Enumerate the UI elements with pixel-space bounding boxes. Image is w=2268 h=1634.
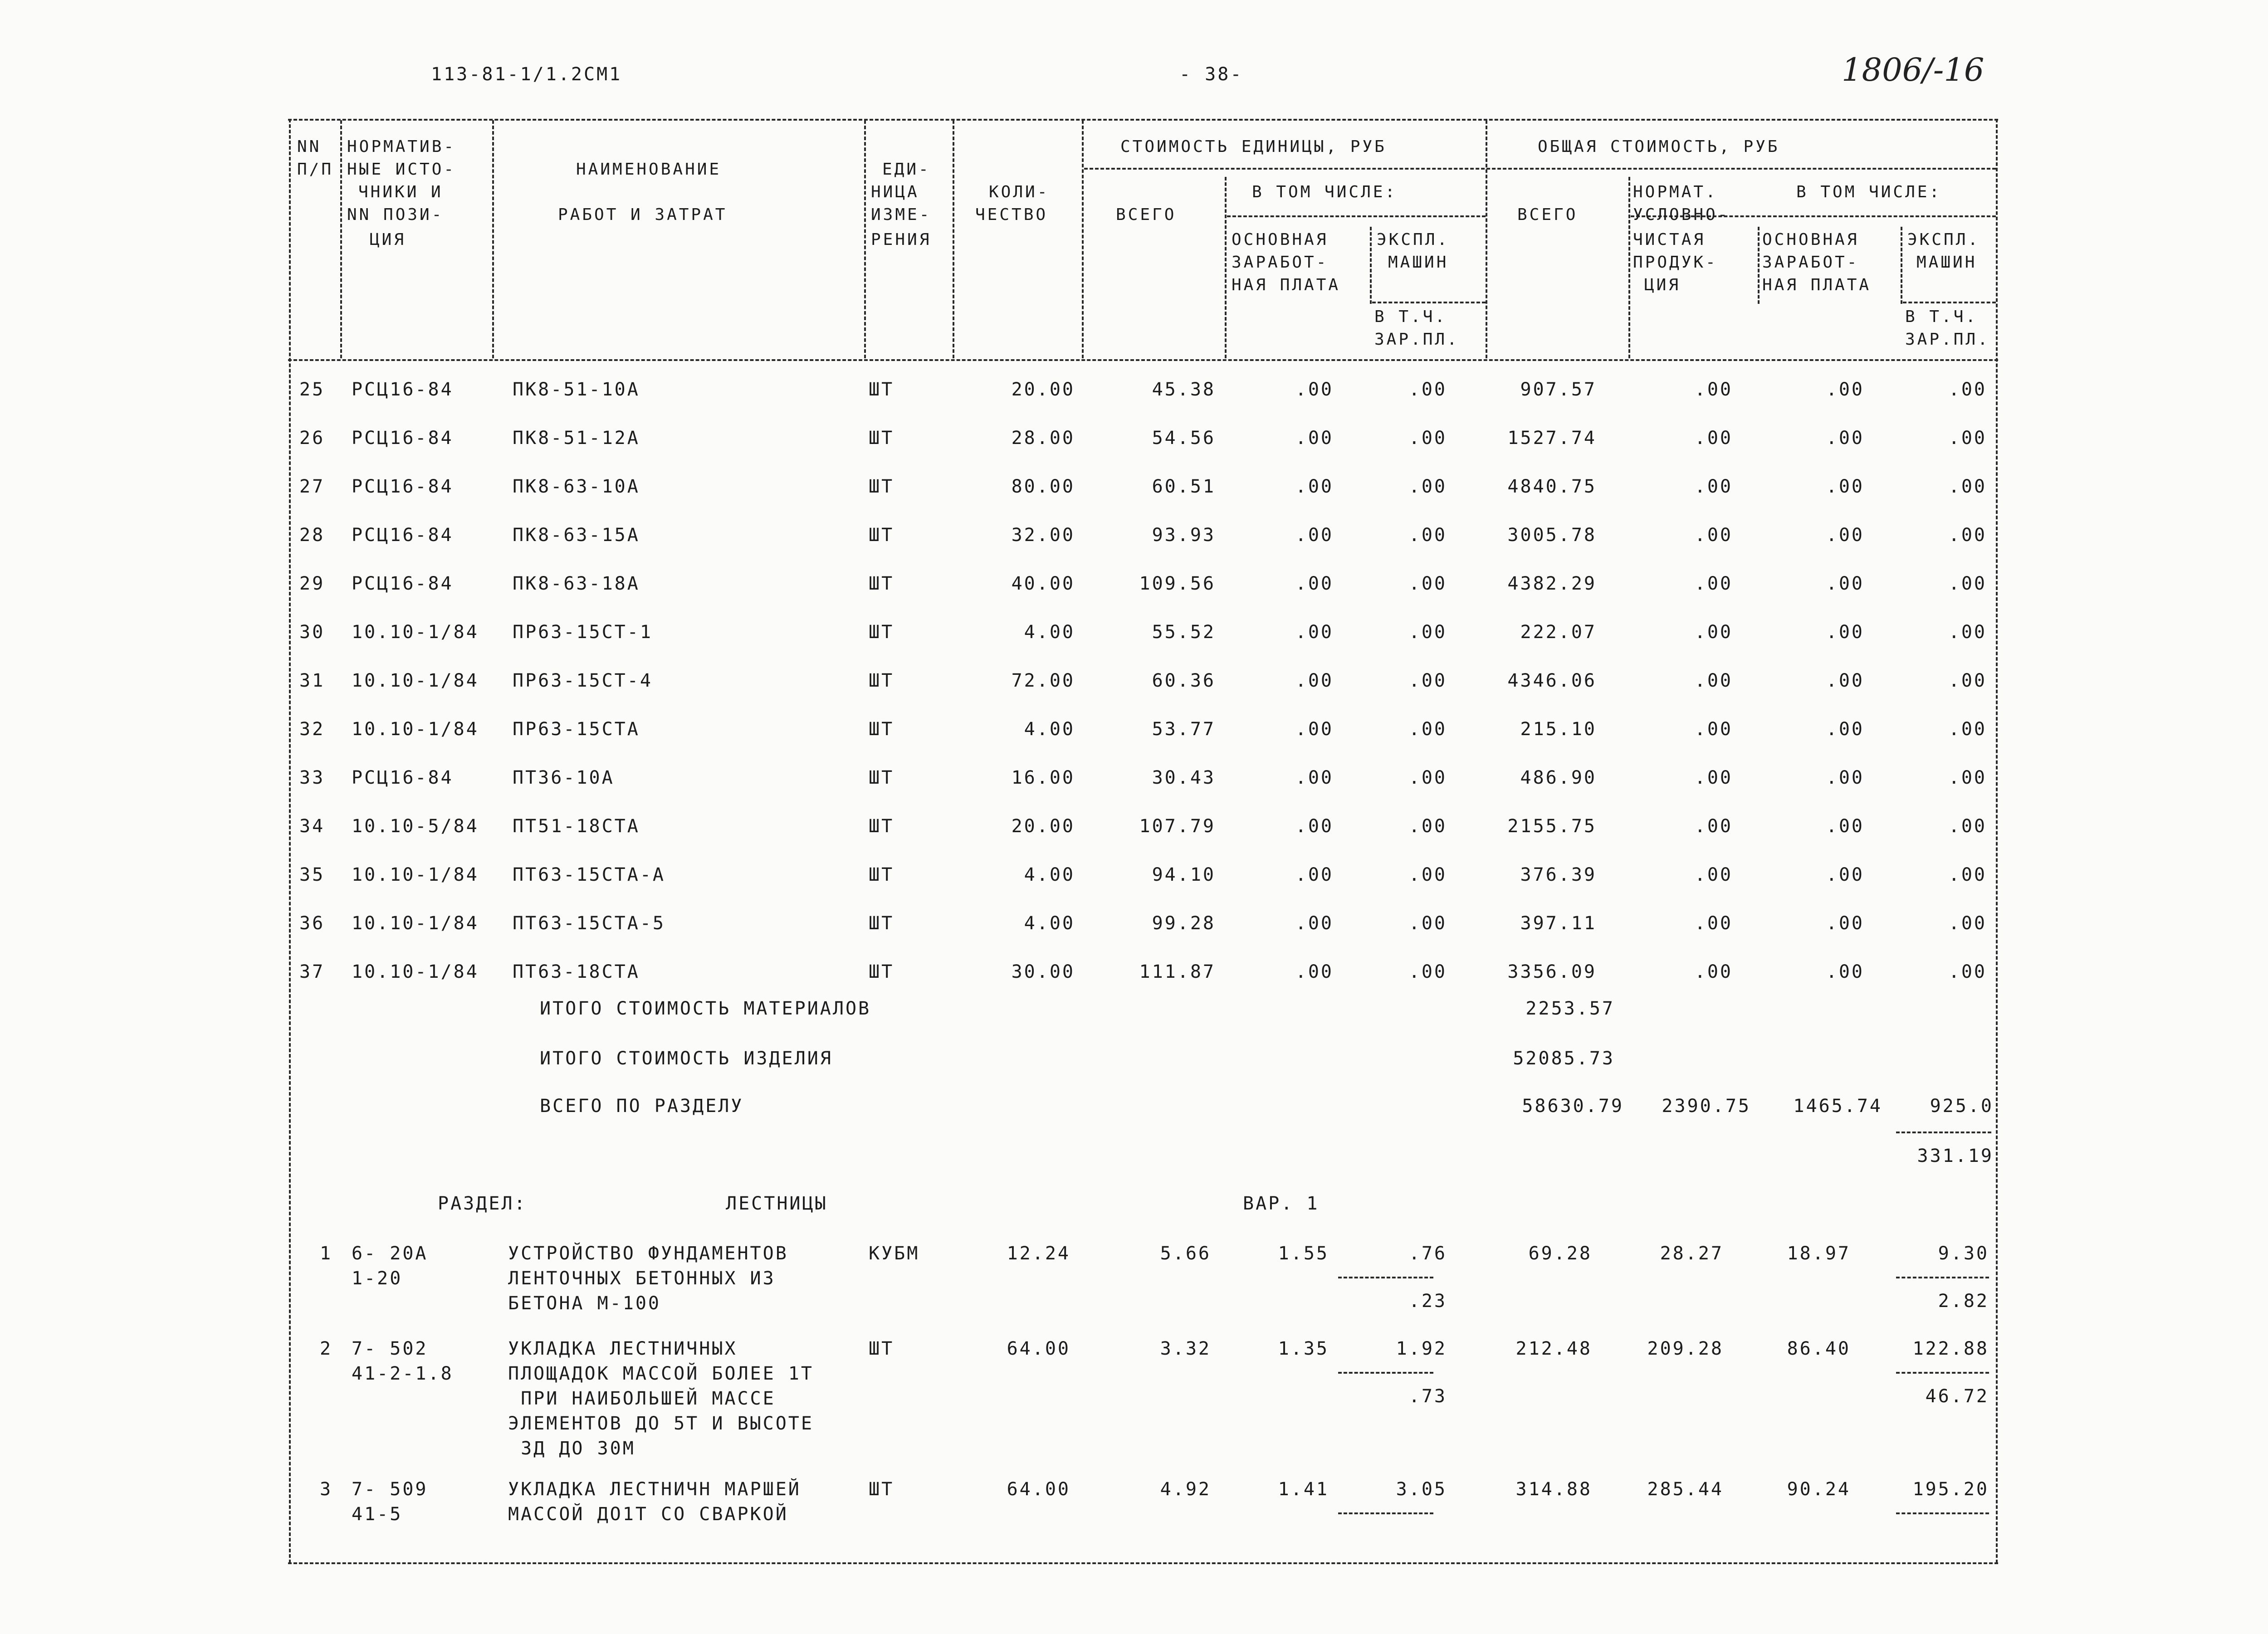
row-unit-osn: .00 bbox=[1295, 573, 1334, 594]
header-unit-3: ИЗМЕ- bbox=[871, 205, 932, 224]
work-unit: ШТ bbox=[869, 1338, 894, 1359]
row-unit: ШТ bbox=[869, 816, 894, 837]
header-total-normat-4: ПРОДУК- bbox=[1633, 253, 1718, 272]
row-total-eks: .00 bbox=[1948, 961, 1987, 982]
row-unit-osn: .00 bbox=[1295, 961, 1334, 982]
work-unit-eks-zarpl: .73 bbox=[1408, 1386, 1447, 1407]
header-total-normat-1: НОРМАТ. bbox=[1633, 183, 1718, 201]
row-total-eks: .00 bbox=[1948, 913, 1987, 934]
row-name: ПР63-15СТА bbox=[513, 719, 640, 740]
row-total-eks: .00 bbox=[1948, 670, 1987, 691]
header-total-osn-1: ОСНОВНАЯ bbox=[1762, 230, 1859, 249]
work-unit-cost: 3.32 bbox=[1160, 1338, 1211, 1359]
work-unit-osn: 1.41 bbox=[1278, 1479, 1329, 1500]
row-unit-cost: 94.10 bbox=[1152, 864, 1216, 885]
row-qty: 80.00 bbox=[1011, 476, 1075, 497]
row-unit-osn: .00 bbox=[1295, 622, 1334, 643]
header-unit-eks-1: ЭКСПЛ. bbox=[1377, 230, 1450, 249]
work-name-line: МАССОЙ ДО1Т СО СВАРКОЙ bbox=[508, 1504, 788, 1525]
work-total-osn: 90.24 bbox=[1787, 1479, 1851, 1500]
header-nn: NN bbox=[297, 137, 322, 156]
row-unit-eks: .00 bbox=[1408, 719, 1447, 740]
row-unit: ШТ bbox=[869, 864, 894, 885]
work-unit-eks-underline bbox=[1338, 1277, 1433, 1278]
header-total-eks-1: ЭКСПЛ. bbox=[1907, 230, 1980, 249]
row-unit-cost: 107.79 bbox=[1139, 816, 1216, 837]
header-col-sep bbox=[1628, 177, 1630, 358]
row-unit-cost: 109.56 bbox=[1139, 573, 1216, 594]
row-total-normat: .00 bbox=[1694, 961, 1733, 982]
header-total-vtch-1: В Т.Ч. bbox=[1905, 307, 1978, 326]
row-number: 29 bbox=[299, 573, 325, 594]
header-col-sep bbox=[1758, 227, 1760, 304]
row-source: РСЦ16-84 bbox=[352, 476, 454, 497]
row-total: 2155.75 bbox=[1507, 816, 1597, 837]
row-unit-cost: 111.87 bbox=[1139, 961, 1216, 982]
row-number: 25 bbox=[299, 379, 325, 400]
row-number: 28 bbox=[299, 525, 325, 546]
row-total-normat: .00 bbox=[1694, 864, 1733, 885]
row-unit: ШТ bbox=[869, 428, 894, 449]
row-source: 10.10-1/84 bbox=[352, 864, 479, 885]
row-source: РСЦ16-84 bbox=[352, 573, 454, 594]
row-total-osn: .00 bbox=[1826, 961, 1864, 982]
row-unit-eks: .00 bbox=[1408, 913, 1447, 934]
row-total-osn: .00 bbox=[1826, 428, 1864, 449]
section-name: ЛЕСТНИЦЫ bbox=[726, 1193, 828, 1214]
row-total: 397.11 bbox=[1520, 913, 1597, 934]
row-total-eks: .00 bbox=[1948, 864, 1987, 885]
row-name: ПТ63-15СТА-А bbox=[513, 864, 665, 885]
header-col-sep bbox=[1082, 120, 1084, 358]
row-unit: ШТ bbox=[869, 379, 894, 400]
work-unit-eks-underline bbox=[1338, 1372, 1433, 1374]
header-total-cost-title: ОБЩАЯ СТОИМОСТЬ, РУБ bbox=[1538, 137, 1780, 156]
row-unit-cost: 54.56 bbox=[1152, 428, 1216, 449]
header-total-osn-2: ЗАРАБОТ- bbox=[1762, 253, 1859, 272]
row-name: ПР63-15СТ-1 bbox=[513, 622, 653, 643]
row-total: 3356.09 bbox=[1507, 961, 1597, 982]
row-unit-osn: .00 bbox=[1295, 525, 1334, 546]
work-number: 2 bbox=[320, 1338, 333, 1359]
row-total-normat: .00 bbox=[1694, 767, 1733, 788]
row-total: 1527.74 bbox=[1507, 428, 1597, 449]
row-number: 26 bbox=[299, 428, 325, 449]
row-unit: ШТ bbox=[869, 476, 894, 497]
work-total: 314.88 bbox=[1515, 1479, 1592, 1500]
row-total-eks: .00 bbox=[1948, 428, 1987, 449]
row-name: ПК8-63-18А bbox=[513, 573, 640, 594]
row-total-normat: .00 bbox=[1694, 816, 1733, 837]
header-sub-line bbox=[1903, 302, 1996, 303]
row-unit: ШТ bbox=[869, 767, 894, 788]
document-code: 113-81-1/1.2СМ1 bbox=[431, 64, 622, 85]
work-name-line: УСТРОЙСТВО ФУНДАМЕНТОВ bbox=[508, 1243, 788, 1264]
work-total-eks-zarpl: 46.72 bbox=[1925, 1386, 1989, 1407]
header-unit-osn-2: ЗАРАБОТ- bbox=[1232, 253, 1329, 272]
work-name-line: УКЛАДКА ЛЕСТНИЧН МАРШЕЙ bbox=[508, 1479, 801, 1500]
row-total: 486.90 bbox=[1520, 767, 1597, 788]
work-number: 3 bbox=[320, 1479, 333, 1500]
work-name-line: ПЛОЩАДОК МАССОЙ БОЛЕЕ 1Т bbox=[508, 1363, 814, 1384]
header-unit-vtch-1: В Т.Ч. bbox=[1374, 307, 1447, 326]
row-total-osn: .00 bbox=[1826, 525, 1864, 546]
row-unit-eks: .00 bbox=[1408, 961, 1447, 982]
row-total-normat: .00 bbox=[1694, 525, 1733, 546]
row-name: ПК8-63-15А bbox=[513, 525, 640, 546]
work-unit-eks: 1.92 bbox=[1396, 1338, 1447, 1359]
work-name-line: ПРИ НАИБОЛЬШЕЙ МАССЕ bbox=[508, 1388, 776, 1409]
row-number: 36 bbox=[299, 913, 325, 934]
work-total-eks: 195.20 bbox=[1912, 1479, 1989, 1500]
row-source: 10.10-1/84 bbox=[352, 670, 479, 691]
row-unit: ШТ bbox=[869, 913, 894, 934]
row-name: ПР63-15СТ-4 bbox=[513, 670, 653, 691]
work-source-1: 7- 509 bbox=[352, 1479, 428, 1500]
header-normative-2: НЫЕ ИСТО- bbox=[347, 160, 456, 179]
row-unit-eks: .00 bbox=[1408, 864, 1447, 885]
row-total-osn: .00 bbox=[1826, 670, 1864, 691]
header-unit-osn-3: НАЯ ПЛАТА bbox=[1232, 276, 1341, 294]
row-unit-cost: 55.52 bbox=[1152, 622, 1216, 643]
header-col-sep bbox=[1225, 177, 1227, 358]
table-left-border bbox=[289, 119, 291, 1563]
header-name-2: РАБОТ И ЗАТРАТ bbox=[558, 205, 728, 224]
row-qty: 30.00 bbox=[1011, 961, 1075, 982]
header-unit-2: НИЦА bbox=[871, 183, 919, 201]
row-total-osn: .00 bbox=[1826, 379, 1864, 400]
work-unit-eks-zarpl: .23 bbox=[1408, 1291, 1447, 1312]
row-total-osn: .00 bbox=[1826, 816, 1864, 837]
row-unit: ШТ bbox=[869, 961, 894, 982]
header-total-normat-3: ЧИСТАЯ bbox=[1633, 230, 1706, 249]
section-total-normat: 2390.75 bbox=[1662, 1096, 1751, 1117]
row-total: 4840.75 bbox=[1507, 476, 1597, 497]
row-name: ПК8-51-12А bbox=[513, 428, 640, 449]
header-col-sep bbox=[340, 120, 342, 358]
header-total-vtch-2: ЗАР.ПЛ. bbox=[1905, 330, 1990, 349]
work-unit: ШТ bbox=[869, 1479, 894, 1500]
row-unit: ШТ bbox=[869, 622, 894, 643]
row-unit-cost: 45.38 bbox=[1152, 379, 1216, 400]
row-unit-eks: .00 bbox=[1408, 622, 1447, 643]
work-total: 212.48 bbox=[1515, 1338, 1592, 1359]
section-total-osn: 1465.74 bbox=[1793, 1096, 1882, 1117]
work-total-eks: 122.88 bbox=[1912, 1338, 1989, 1359]
row-unit-cost: 60.36 bbox=[1152, 670, 1216, 691]
header-unit-vtch-2: ЗАР.ПЛ. bbox=[1374, 330, 1459, 349]
work-total-eks-underline bbox=[1896, 1372, 1989, 1374]
section-label: РАЗДЕЛ: bbox=[438, 1193, 527, 1214]
row-total: 4382.29 bbox=[1507, 573, 1597, 594]
work-source-2: 1-20 bbox=[352, 1268, 403, 1289]
work-source-2: 41-2-1.8 bbox=[352, 1363, 454, 1384]
table-right-border bbox=[1996, 119, 1998, 1563]
section-total-value: 58630.79 bbox=[1522, 1096, 1624, 1117]
row-unit-eks: .00 bbox=[1408, 573, 1447, 594]
row-name: ПК8-51-10А bbox=[513, 379, 640, 400]
row-name: ПТ36-10А bbox=[513, 767, 615, 788]
row-total-osn: .00 bbox=[1826, 719, 1864, 740]
header-total-normat-2: УСЛОВНО- bbox=[1633, 205, 1730, 224]
section-total-eks: 925.0 bbox=[1930, 1096, 1994, 1117]
row-qty: 32.00 bbox=[1011, 525, 1075, 546]
row-total-osn: .00 bbox=[1826, 476, 1864, 497]
work-total: 69.28 bbox=[1528, 1243, 1592, 1264]
row-source: РСЦ16-84 bbox=[352, 767, 454, 788]
header-total-normat-5: ЦИЯ bbox=[1644, 276, 1681, 294]
work-total-eks-underline bbox=[1896, 1512, 1989, 1514]
row-unit-cost: 53.77 bbox=[1152, 719, 1216, 740]
row-unit: ШТ bbox=[869, 670, 894, 691]
materials-total-value: 2253.57 bbox=[1525, 998, 1615, 1019]
work-total-eks-underline bbox=[1896, 1277, 1989, 1278]
row-total-normat: .00 bbox=[1694, 428, 1733, 449]
row-total-osn: .00 bbox=[1826, 573, 1864, 594]
header-col-sep bbox=[492, 120, 494, 358]
section-total-zarpl: 331.19 bbox=[1917, 1146, 1994, 1166]
row-number: 30 bbox=[299, 622, 325, 643]
header-name-1: НАИМЕНОВАНИЕ bbox=[576, 160, 722, 179]
header-normative-5: ЦИЯ bbox=[370, 230, 406, 249]
row-total-eks: .00 bbox=[1948, 379, 1987, 400]
row-name: ПТ63-15СТА-5 bbox=[513, 913, 665, 934]
header-normative-3: ЧНИКИ И bbox=[358, 183, 443, 201]
row-unit-eks: .00 bbox=[1408, 525, 1447, 546]
row-unit-osn: .00 bbox=[1295, 816, 1334, 837]
header-col-sep bbox=[953, 120, 954, 358]
row-name: ПК8-63-10А bbox=[513, 476, 640, 497]
row-total: 376.39 bbox=[1520, 864, 1597, 885]
work-unit-eks: .76 bbox=[1408, 1243, 1447, 1264]
work-total-normat: 209.28 bbox=[1647, 1338, 1724, 1359]
header-normative-1: НОРМАТИВ- bbox=[347, 137, 456, 156]
work-name-line: УКЛАДКА ЛЕСТНИЧНЫХ bbox=[508, 1338, 738, 1359]
row-total: 907.57 bbox=[1520, 379, 1597, 400]
row-total: 3005.78 bbox=[1507, 525, 1597, 546]
row-source: 10.10-1/84 bbox=[352, 719, 479, 740]
row-total-osn: .00 bbox=[1826, 864, 1864, 885]
row-total-normat: .00 bbox=[1694, 622, 1733, 643]
header-sub-line bbox=[1084, 168, 1996, 170]
header-unit-vsego: ВСЕГО bbox=[1116, 205, 1177, 224]
work-unit-eks: 3.05 bbox=[1396, 1479, 1447, 1500]
row-number: 27 bbox=[299, 476, 325, 497]
row-source: 10.10-1/84 bbox=[352, 913, 479, 934]
page-number: - 38- bbox=[1179, 64, 1243, 85]
row-number: 32 bbox=[299, 719, 325, 740]
row-total-eks: .00 bbox=[1948, 573, 1987, 594]
work-name-line: БЕТОНА М-100 bbox=[508, 1293, 661, 1314]
header-pp: П/П bbox=[297, 160, 334, 179]
row-total-eks: .00 bbox=[1948, 767, 1987, 788]
row-total: 215.10 bbox=[1520, 719, 1597, 740]
table-top-border bbox=[288, 119, 1998, 121]
row-unit-osn: .00 bbox=[1295, 379, 1334, 400]
row-unit-eks: .00 bbox=[1408, 767, 1447, 788]
row-source: РСЦ16-84 bbox=[352, 428, 454, 449]
row-qty: 28.00 bbox=[1011, 428, 1075, 449]
header-unit-osn-1: ОСНОВНАЯ bbox=[1232, 230, 1329, 249]
row-unit: ШТ bbox=[869, 525, 894, 546]
row-total-eks: .00 bbox=[1948, 816, 1987, 837]
work-name-line: ЛЕНТОЧНЫХ БЕТОННЫХ ИЗ bbox=[508, 1268, 776, 1289]
row-total-eks: .00 bbox=[1948, 476, 1987, 497]
row-qty: 4.00 bbox=[1024, 719, 1075, 740]
row-source: РСЦ16-84 bbox=[352, 525, 454, 546]
row-unit-osn: .00 bbox=[1295, 428, 1334, 449]
materials-total-label: ИТОГО СТОИМОСТЬ МАТЕРИАЛОВ bbox=[540, 998, 871, 1019]
work-total-eks-zarpl: 2.82 bbox=[1938, 1291, 1989, 1312]
row-unit-osn: .00 bbox=[1295, 476, 1334, 497]
row-source: 10.10-5/84 bbox=[352, 816, 479, 837]
row-qty: 20.00 bbox=[1011, 379, 1075, 400]
work-source-1: 6- 20А bbox=[352, 1243, 428, 1264]
row-total-normat: .00 bbox=[1694, 476, 1733, 497]
row-qty: 20.00 bbox=[1011, 816, 1075, 837]
row-total-osn: .00 bbox=[1826, 913, 1864, 934]
header-sub-line bbox=[1372, 302, 1486, 303]
work-unit: КУБМ bbox=[869, 1243, 920, 1264]
row-unit-eks: .00 bbox=[1408, 816, 1447, 837]
work-number: 1 bbox=[320, 1243, 333, 1264]
header-total-eks-2: МАШИН bbox=[1916, 253, 1977, 272]
work-source-1: 7- 502 bbox=[352, 1338, 428, 1359]
row-qty: 4.00 bbox=[1024, 913, 1075, 934]
section-total-label: ВСЕГО ПО РАЗДЕЛУ bbox=[540, 1096, 744, 1117]
work-unit-eks-underline bbox=[1338, 1512, 1433, 1514]
product-total-label: ИТОГО СТОИМОСТЬ ИЗДЕЛИЯ bbox=[540, 1048, 833, 1069]
row-total-normat: .00 bbox=[1694, 573, 1733, 594]
row-number: 33 bbox=[299, 767, 325, 788]
header-normative-4: NN ПОЗИ- bbox=[347, 205, 444, 224]
row-qty: 16.00 bbox=[1011, 767, 1075, 788]
handwritten-number: 1806/-16 bbox=[1842, 51, 1984, 88]
header-col-sep bbox=[1901, 227, 1902, 304]
row-total-eks: .00 bbox=[1948, 719, 1987, 740]
header-total-incl: В ТОМ ЧИСЛЕ: bbox=[1796, 183, 1942, 201]
header-unit-eks-2: МАШИН bbox=[1388, 253, 1449, 272]
row-unit: ШТ bbox=[869, 573, 894, 594]
row-unit-cost: 93.93 bbox=[1152, 525, 1216, 546]
header-col-sep bbox=[1486, 120, 1487, 358]
header-total-osn-3: НАЯ ПЛАТА bbox=[1762, 276, 1872, 294]
header-unit-incl: В ТОМ ЧИСЛЕ: bbox=[1252, 183, 1398, 201]
work-total-normat: 28.27 bbox=[1660, 1243, 1724, 1264]
row-total-normat: .00 bbox=[1694, 719, 1733, 740]
row-unit-osn: .00 bbox=[1295, 719, 1334, 740]
row-total-normat: .00 bbox=[1694, 379, 1733, 400]
row-total-eks: .00 bbox=[1948, 622, 1987, 643]
row-source: РСЦ16-84 bbox=[352, 379, 454, 400]
row-unit-osn: .00 bbox=[1295, 670, 1334, 691]
row-number: 35 bbox=[299, 864, 325, 885]
row-total-normat: .00 bbox=[1694, 670, 1733, 691]
work-name-line: ЗД ДО 30М bbox=[508, 1438, 635, 1459]
row-qty: 72.00 bbox=[1011, 670, 1075, 691]
header-unit-1: ЕДИ- bbox=[882, 160, 931, 179]
row-qty: 4.00 bbox=[1024, 622, 1075, 643]
row-total-osn: .00 bbox=[1826, 767, 1864, 788]
row-qty: 4.00 bbox=[1024, 864, 1075, 885]
row-total-osn: .00 bbox=[1826, 622, 1864, 643]
row-total-eks: .00 bbox=[1948, 525, 1987, 546]
header-bottom-border bbox=[288, 359, 1998, 361]
row-unit-cost: 60.51 bbox=[1152, 476, 1216, 497]
header-unit-cost-title: СТОИМОСТЬ ЕДИНИЦЫ, РУБ bbox=[1120, 137, 1387, 156]
row-source: 10.10-1/84 bbox=[352, 622, 479, 643]
row-total: 4346.06 bbox=[1507, 670, 1597, 691]
work-unit-cost: 4.92 bbox=[1160, 1479, 1211, 1500]
work-qty: 64.00 bbox=[1007, 1479, 1070, 1500]
row-unit-eks: .00 bbox=[1408, 428, 1447, 449]
header-qty-2: ЧЕСТВО bbox=[975, 205, 1048, 224]
row-unit-eks: .00 bbox=[1408, 670, 1447, 691]
row-source: 10.10-1/84 bbox=[352, 961, 479, 982]
row-total-normat: .00 bbox=[1694, 913, 1733, 934]
table-bottom-border bbox=[288, 1562, 1998, 1564]
header-sub-line bbox=[1227, 215, 1486, 217]
header-unit-4: РЕНИЯ bbox=[871, 230, 932, 249]
work-total-normat: 285.44 bbox=[1647, 1479, 1724, 1500]
row-total: 222.07 bbox=[1520, 622, 1597, 643]
work-qty: 64.00 bbox=[1007, 1338, 1070, 1359]
work-qty: 12.24 bbox=[1007, 1243, 1070, 1264]
section-variant: ВАР. 1 bbox=[1243, 1193, 1320, 1214]
product-total-value: 52085.73 bbox=[1513, 1048, 1615, 1069]
row-name: ПТ63-18СТА bbox=[513, 961, 640, 982]
header-qty-1: КОЛИ- bbox=[989, 183, 1050, 201]
work-source-2: 41-5 bbox=[352, 1504, 403, 1525]
work-total-eks: 9.30 bbox=[1938, 1243, 1989, 1264]
row-unit-cost: 30.43 bbox=[1152, 767, 1216, 788]
row-unit-osn: .00 bbox=[1295, 767, 1334, 788]
work-name-line: ЭЛЕМЕНТОВ ДО 5Т И ВЫСОТЕ bbox=[508, 1413, 814, 1434]
row-number: 34 bbox=[299, 816, 325, 837]
header-col-sep bbox=[1370, 227, 1372, 304]
header-total-vsego: ВСЕГО bbox=[1517, 205, 1578, 224]
row-unit-osn: .00 bbox=[1295, 864, 1334, 885]
header-col-sep bbox=[864, 120, 866, 358]
row-unit: ШТ bbox=[869, 719, 894, 740]
work-total-osn: 18.97 bbox=[1787, 1243, 1851, 1264]
row-number: 31 bbox=[299, 670, 325, 691]
row-name: ПТ51-18СТА bbox=[513, 816, 640, 837]
row-qty: 40.00 bbox=[1011, 573, 1075, 594]
work-total-osn: 86.40 bbox=[1787, 1338, 1851, 1359]
row-unit-eks: .00 bbox=[1408, 476, 1447, 497]
section-total-underline bbox=[1896, 1132, 1991, 1133]
work-unit-cost: 5.66 bbox=[1160, 1243, 1211, 1264]
row-number: 37 bbox=[299, 961, 325, 982]
work-unit-osn: 1.55 bbox=[1278, 1243, 1329, 1264]
row-unit-eks: .00 bbox=[1408, 379, 1447, 400]
row-unit-cost: 99.28 bbox=[1152, 913, 1216, 934]
work-unit-osn: 1.35 bbox=[1278, 1338, 1329, 1359]
row-unit-osn: .00 bbox=[1295, 913, 1334, 934]
